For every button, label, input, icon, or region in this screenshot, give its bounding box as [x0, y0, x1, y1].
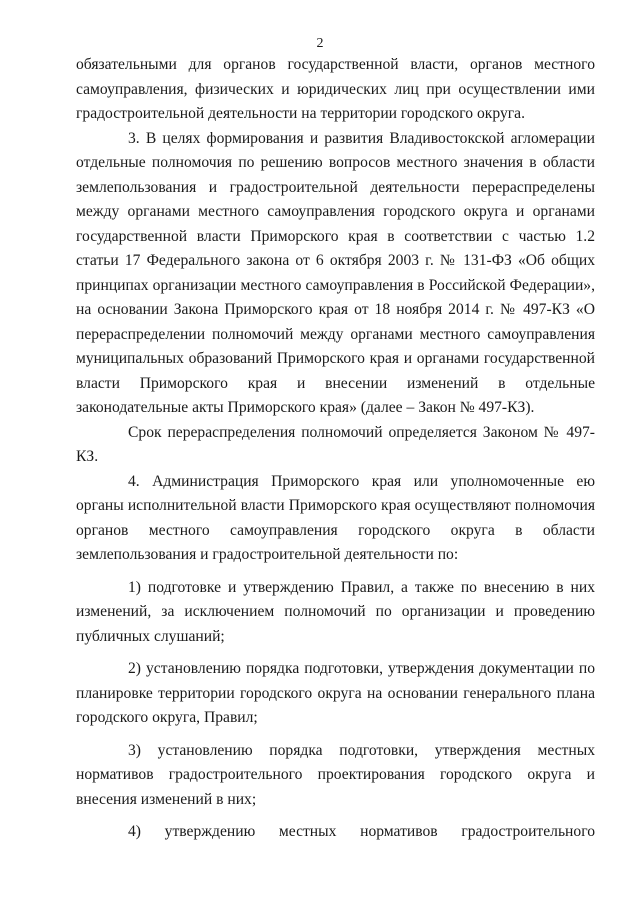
paragraph-term: Срок перераспределения полномочий определяется Законом № 497-КЗ.	[76, 423, 595, 465]
subitem-2: 2) установлению порядка подготовки, утверждения документации по планировке территории городского округа на основании генерального плана городского округа, Правил;	[76, 660, 595, 726]
document-body	[76, 53, 595, 845]
paragraph-item-4: 4. Администрация Приморского края или уполномоченные ею органы исполнительной власти Приморского края осуществляют полномочия органов местного самоуправления городского округа в области землепользования и градостроительной деятельности по:	[76, 472, 595, 563]
subitem-3: 3) установлению порядка подготовки, утверждения местных нормативов градостроительного проектирования городского округа и внесения изменений в них;	[76, 741, 595, 808]
subitem-4: 4) утверждению местных нормативов градостроительного	[128, 823, 595, 840]
subitem-1: 1) подготовке и утверждению Правил, а также по внесению в них изменений, за исключением полномочий по организации и проведению публичных слушаний;	[76, 578, 595, 645]
paragraph-item-3: 3. В целях формирования и развития Владивостокской агломерации отдельные полномочия по решению вопросов местного значения в области землепользования и градостроительной деятельности перераспределены между органами местного самоуправления городского округа и органами государственной власти Приморского края в соответствии с частью 1.2 статьи 17 Федерального закона от 6 октября 2003 г. № 131-ФЗ «Об общих принципах организации местного самоуправления в Российской Федерации», на основании Закона Приморского края от 18 ноября 2014 г. № 497-КЗ «О перераспределении полномочий между органами местного самоуправления муниципальных образований Приморского края и органами государственной власти Приморского края и внесении изменений в отдельные законодательные акты Приморского края» (далее – Закон № 497-КЗ).	[76, 129, 595, 416]
paragraph-continuation: обязательными для органов государственной власти, органов местного самоуправления, физических и юридических лиц при осуществлении ими градостроительной деятельности на территории городского округа.	[76, 56, 595, 122]
page-number: 2	[316, 36, 324, 51]
